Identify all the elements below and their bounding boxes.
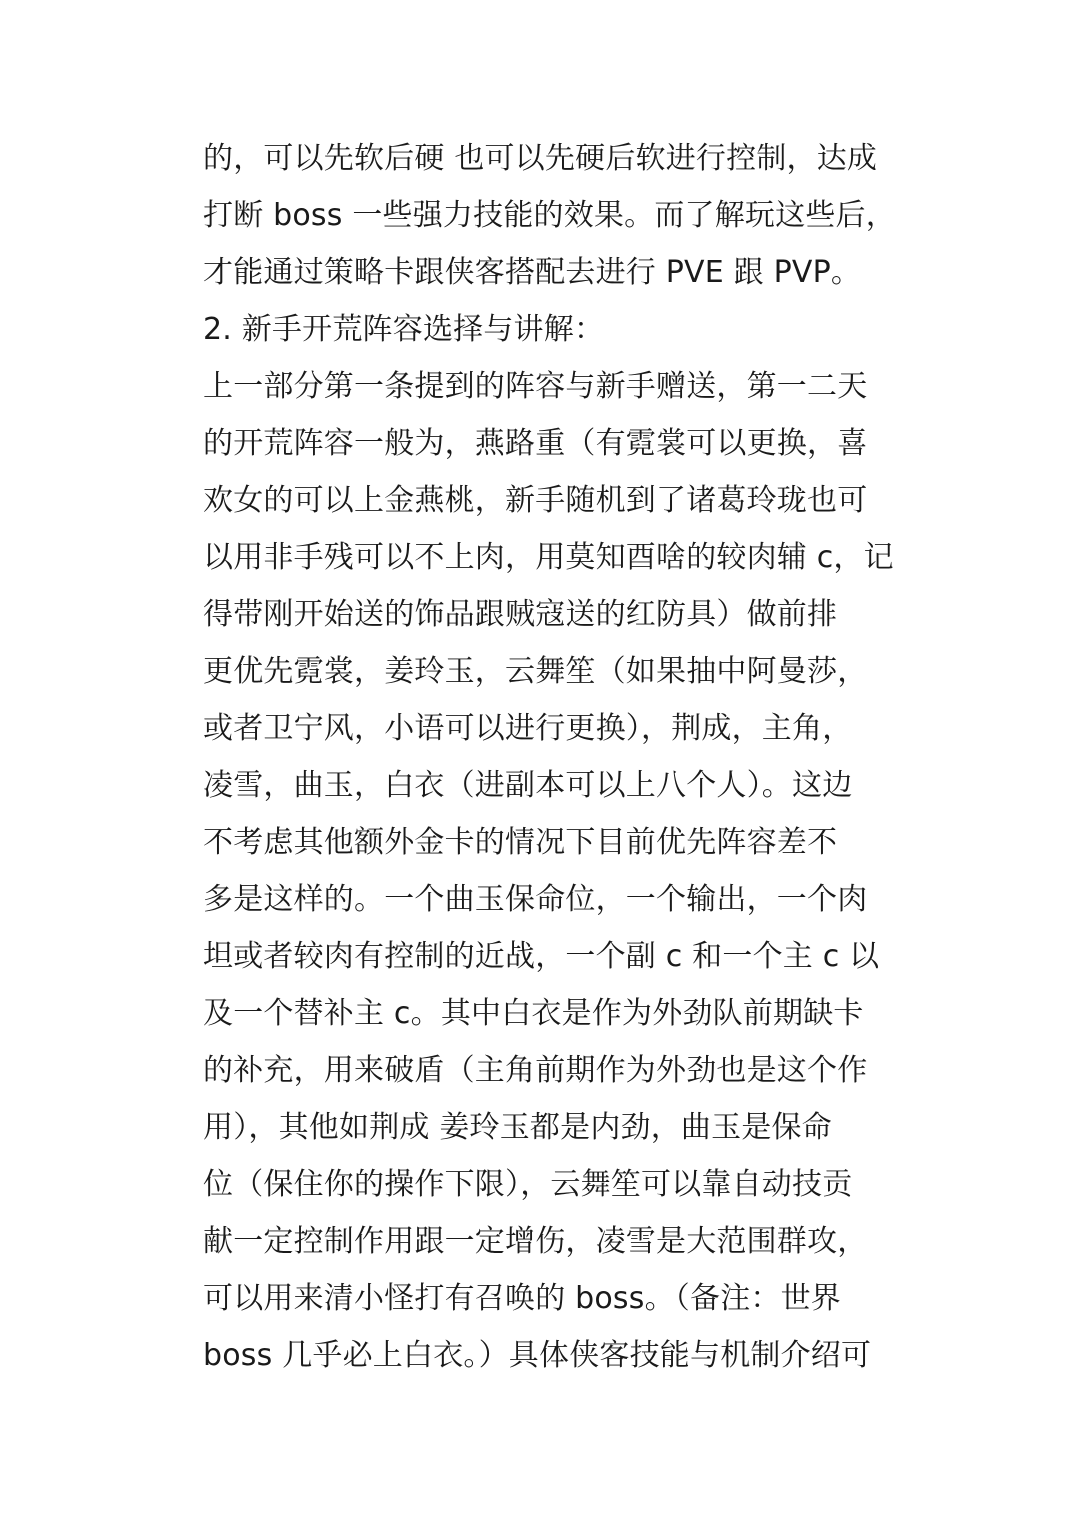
text-line: 凌雪，曲玉，白衣（进副本可以上八个人）。这边 <box>203 768 853 803</box>
text-line: 坦或者较肉有控制的近战，一个副 c 和一个主 c 以 <box>203 939 880 974</box>
text-line: 上一部分第一条提到的阵容与新手赠送，第一二天 <box>203 369 868 404</box>
document-body <box>203 130 923 1384</box>
text-line: 以用非手残可以不上肉，用莫知酉啥的较肉辅 c，记 <box>203 540 894 575</box>
text-line: 不考虑其他额外金卡的情况下目前优先阵容差不 <box>203 825 838 860</box>
text-line: 欢女的可以上金燕桃，新手随机到了诸葛玲珑也可 <box>203 483 868 518</box>
section-heading: 2. 新手开荒阵容选择与讲解： <box>203 312 605 347</box>
text-line: 可以用来清小怪打有召唤的 boss。（备注：世界 <box>203 1281 841 1316</box>
text-line: 得带刚开始送的饰品跟贼寇送的红防具）做前排 <box>203 597 838 632</box>
text-line: 位（保住你的操作下限），云舞笙可以靠自动技贡 <box>203 1167 853 1202</box>
text-line: 献一定控制作用跟一定增伤，凌雪是大范围群攻， <box>203 1224 868 1259</box>
text-line: 才能通过策略卡跟侠客搭配去进行 PVE 跟 PVP。 <box>203 255 862 290</box>
text-line: boss 几乎必上白衣。）具体侠客技能与机制介绍可 <box>203 1338 872 1373</box>
text-line: 或者卫宁风，小语可以进行更换），荆成，主角， <box>203 711 853 746</box>
text-line: 的开荒阵容一般为，燕路重（有霓裳可以更换，喜 <box>203 426 868 461</box>
text-line: 及一个替补主 c。其中白衣是作为外劲队前期缺卡 <box>203 996 864 1031</box>
text-line: 用），其他如荆成 姜玲玉都是内劲，曲玉是保命 <box>203 1110 832 1145</box>
text-line: 更优先霓裳，姜玲玉，云舞笙（如果抽中阿曼莎， <box>203 654 868 689</box>
text-line: 的，可以先软后硬 也可以先硬后软进行控制，达成 <box>203 141 878 176</box>
text-line: 打断 boss 一些强力技能的效果。而了解玩这些后， <box>203 198 896 233</box>
text-line: 的补充，用来破盾（主角前期作为外劲也是这个作 <box>203 1053 868 1088</box>
text-line: 多是这样的。一个曲玉保命位，一个输出，一个肉 <box>203 882 868 917</box>
